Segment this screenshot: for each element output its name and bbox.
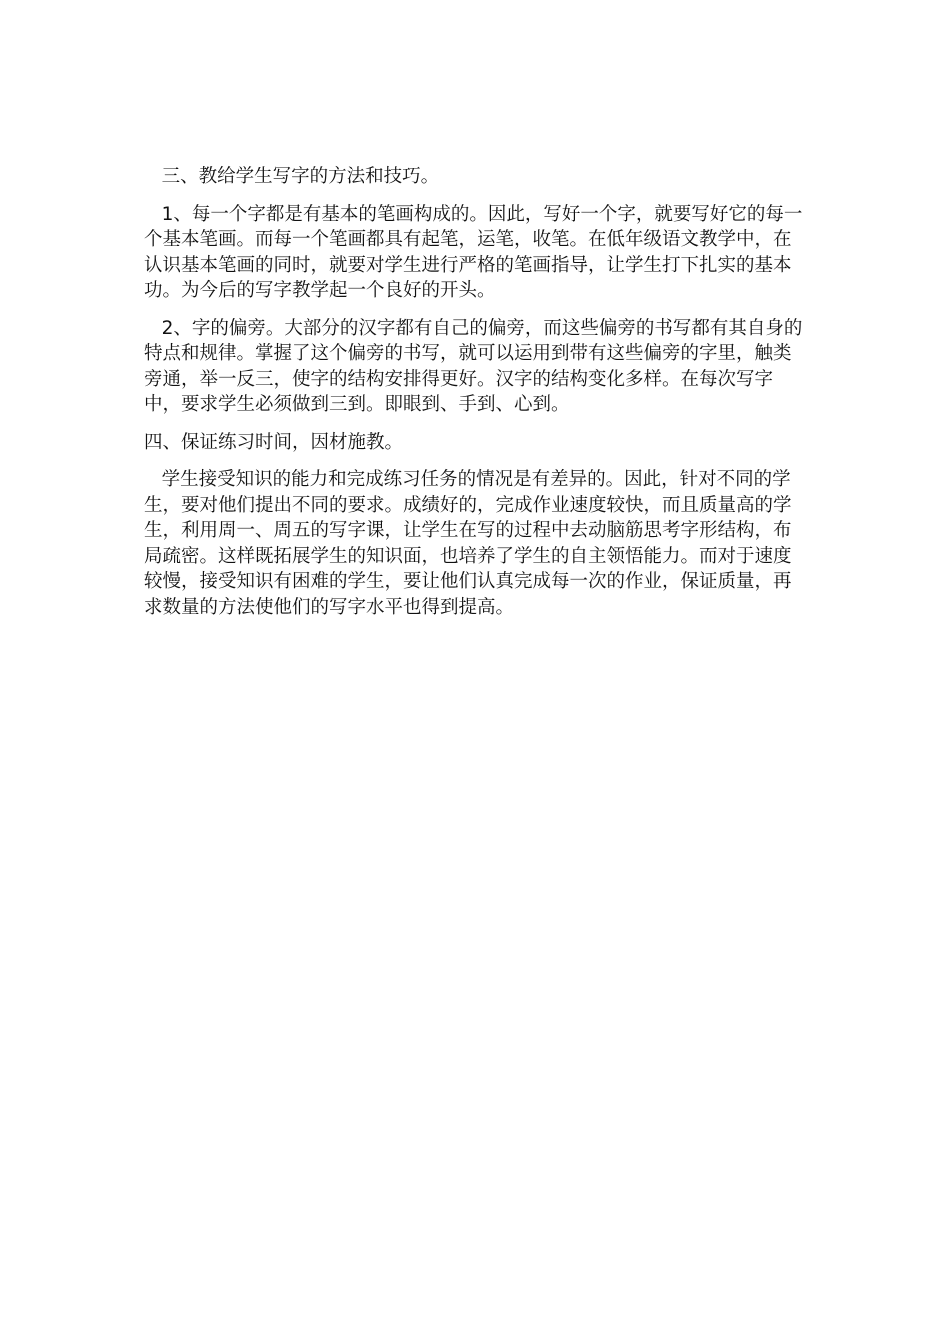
section-heading-four: 四、保证练习时间，因材施教。 bbox=[144, 431, 404, 453]
paragraph-stroke-basics: 1、每一个字都是有基本的笔画构成的。因此，写好一个字，就要写好它的每一个基本笔画。而每一个笔画都具有起笔，运笔，收笔。在低年级语文教学中，在认识基本笔画的同时，就要对学生进行严格的笔画指导，让学生打下扎实的基本功。为今后的写字教学起一个良好的开头。 bbox=[144, 203, 803, 301]
document-body bbox=[144, 164, 806, 632]
paragraph-radicals: 2、字的偏旁。大部分的汉字都有自己的偏旁，而这些偏旁的书写都有其自身的特点和规律。掌握了这个偏旁的书写，就可以运用到带有这些偏旁的字里，触类旁通，举一反三，使字的结构安排得更好。汉字的结构变化多样。在每次写字中，要求学生必须做到三到。即眼到、手到、心到。 bbox=[144, 317, 803, 415]
paragraph-individualized-teaching: 学生接受知识的能力和完成练习任务的情况是有差异的。因此，针对不同的学生，要对他们提出不同的要求。成绩好的，完成作业速度较快，而且质量高的学生，利用周一、周五的写字课，让学生在写的过程中去动脑筋思考字形结构，布局疏密。这样既拓展学生的知识面，也培养了学生的自主领悟能力。而对于速度较慢，接受知识有困难的学生，要让他们认真完成每一次的作业，保证质量，再求数量的方法使他们的写字水平也得到提高。 bbox=[144, 469, 792, 618]
section-heading-three: 三、教给学生写字的方法和技巧。 bbox=[144, 166, 440, 187]
